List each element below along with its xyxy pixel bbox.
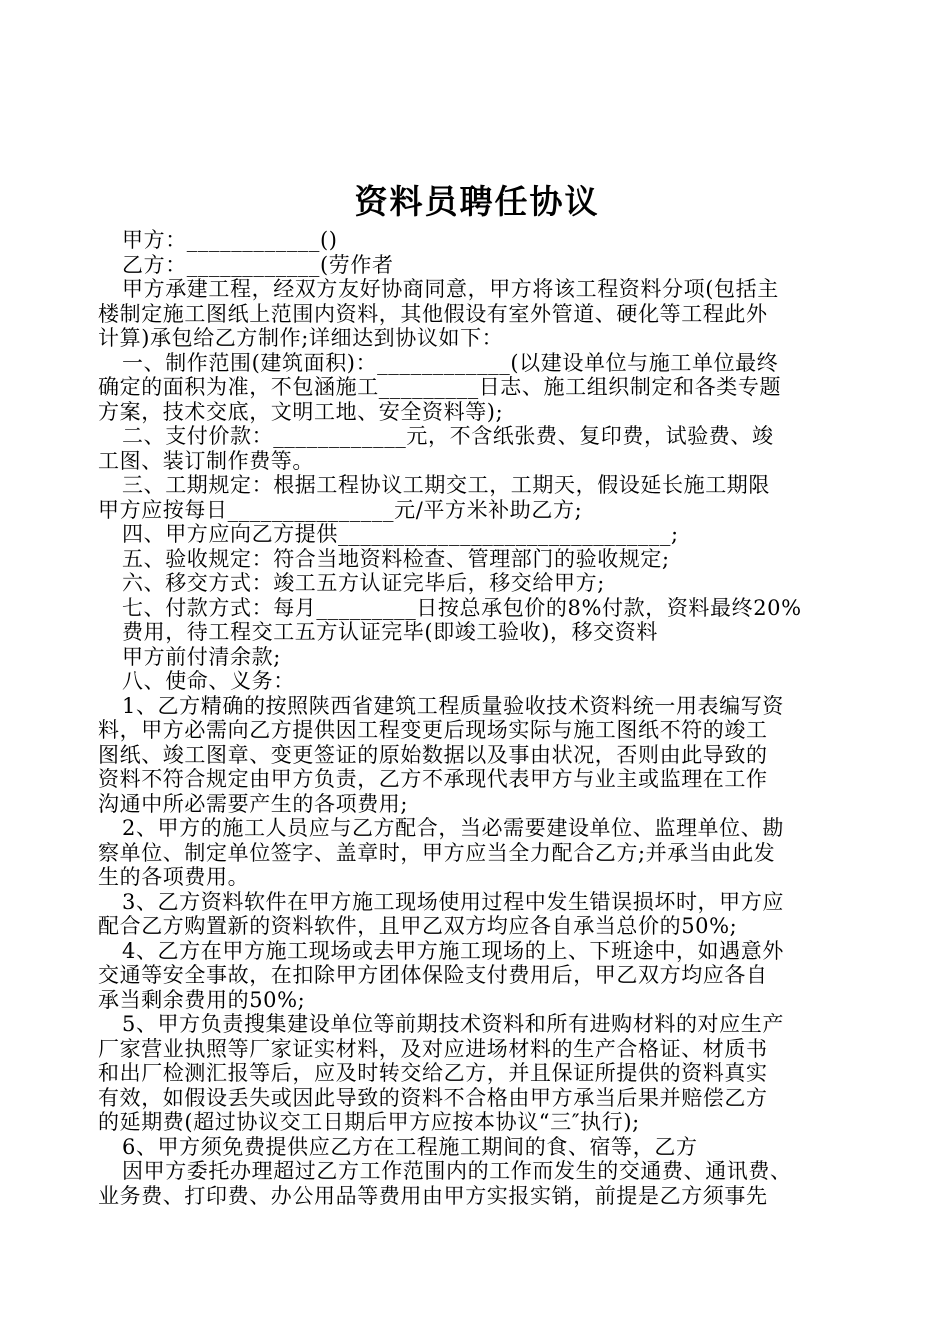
text-line: 七、付款方式：每月_________日按总承包价的8%付款，资料最终20% (122, 595, 802, 620)
text-line: 察单位、制定单位签字、盖章时，甲方应当全力配合乙方;并承当由此发 (98, 840, 776, 865)
text-line: 确定的面积为准，不包涵施工_________日志、施工组织制定和各类专题 (98, 375, 782, 399)
text-line: 沟通中所必需要产生的各项费用; (98, 791, 409, 816)
text-line: 甲方承建工程，经双方友好协商同意，甲方将该工程资料分项(包括主 (122, 277, 779, 301)
text-line: 计算)承包给乙方制作;详细达到协议如下： (98, 326, 504, 350)
text-line: 厂家营业执照等厂家证实材料，及对应进场材料的生产合格证、材质书 (98, 1036, 768, 1061)
text-line: 4、乙方在甲方施工现场或去甲方施工现场的上、下班途中，如遇意外 (122, 938, 784, 963)
document-body (98, 228, 856, 1208)
document-title: 资料员聘任协议 (354, 182, 600, 221)
text-line: 八、使命、义务： (122, 669, 295, 693)
text-line: 5、甲方负责搜集建设单位等前期技术资料和所有进购材料的对应生产 (122, 1012, 784, 1036)
text-line: 1、乙方精确的按照陕西省建筑工程质量验收技术资料统一用表编写资 (122, 693, 784, 718)
text-line: 五、验收规定：符合当地资料检查、管理部门的验收规定; (122, 546, 670, 571)
text-line: 料，甲方必需向乙方提供因工程变更后现场实际与施工图纸不符的竣工 (98, 718, 768, 742)
text-line: 的延期费(超过协议交工日期后甲方应按本协议“三″执行); (98, 1110, 640, 1134)
text-line: 和出厂检测汇报等后，应及时转交给乙方，并且保证所提供的资料真实 (98, 1061, 768, 1085)
text-line: 甲方应按每日_______________元/平方米补助乙方; (98, 497, 583, 522)
text-line: 6、甲方须免费提供应乙方在工程施工期间的食、宿等，乙方 (122, 1134, 698, 1159)
text-line: 工图、装订制作费等。 (98, 448, 314, 473)
text-line: 一、制作范围(建筑面积)：____________(以建设单位与施工单位最终 (122, 350, 779, 375)
text-line: 承当剩余费用的50%; (98, 987, 306, 1012)
contract-page (98, 180, 856, 1208)
text-line: 生的各项费用。 (98, 865, 250, 889)
text-line: 二、支付价款：____________元，不含纸张费、复印费，试验费、竣 (122, 424, 774, 448)
text-line: 因甲方委托办理超过乙方工作范围内的工作而发生的交通费、通讯费、 (122, 1159, 792, 1183)
text-line: 甲方前付清余款; (122, 644, 281, 669)
text-line: 楼制定施工图纸上范围内资料，其他假设有室外管道、硬化等工程此外 (98, 301, 768, 326)
text-line: 四、甲方应向乙方提供______________________________; (122, 522, 679, 546)
text-line: 费用，待工程交工五方认证完毕(即竣工验收)，移交资料 (122, 620, 658, 644)
text-line: 有效，如假设丢失或因此导致的资料不合格由甲方承当后果并赔偿乙方 (98, 1085, 768, 1110)
text-line: 六、移交方式：竣工五方认证完毕后，移交给甲方; (122, 571, 605, 595)
text-line: 三、工期规定：根据工程协议工期交工，工期天，假设延长施工期限 (122, 473, 770, 497)
text-line: 业务费、打印费、办公用品等费用由甲方实报实销，前提是乙方须事先 (98, 1183, 768, 1208)
text-line: 2、甲方的施工人员应与乙方配合，当必需要建设单位、监理单位、勘 (122, 816, 784, 840)
text-line: 交通等安全事故，在扣除甲方团体保险支付费用后，甲乙双方均应各自 (98, 963, 768, 987)
text-line: 图纸、竣工图章、变更签证的原始数据以及事由状况，否则由此导致的 (98, 742, 768, 767)
text-line: 资料不符合规定由甲方负责，乙方不承现代表甲方与业主或监理在工作 (98, 767, 768, 791)
text-line: 配合乙方购置新的资料软件，且甲乙双方均应各自承当总价的50%; (98, 914, 738, 938)
text-line: 乙方：____________(劳作者 (122, 252, 394, 277)
text-line: 3、乙方资料软件在甲方施工现场使用过程中发生错误损坏时，甲方应 (122, 889, 784, 914)
text-line: 甲方：____________() (122, 228, 338, 252)
text-line: 方案，技术交底，文明工地、安全资料等); (98, 399, 504, 424)
